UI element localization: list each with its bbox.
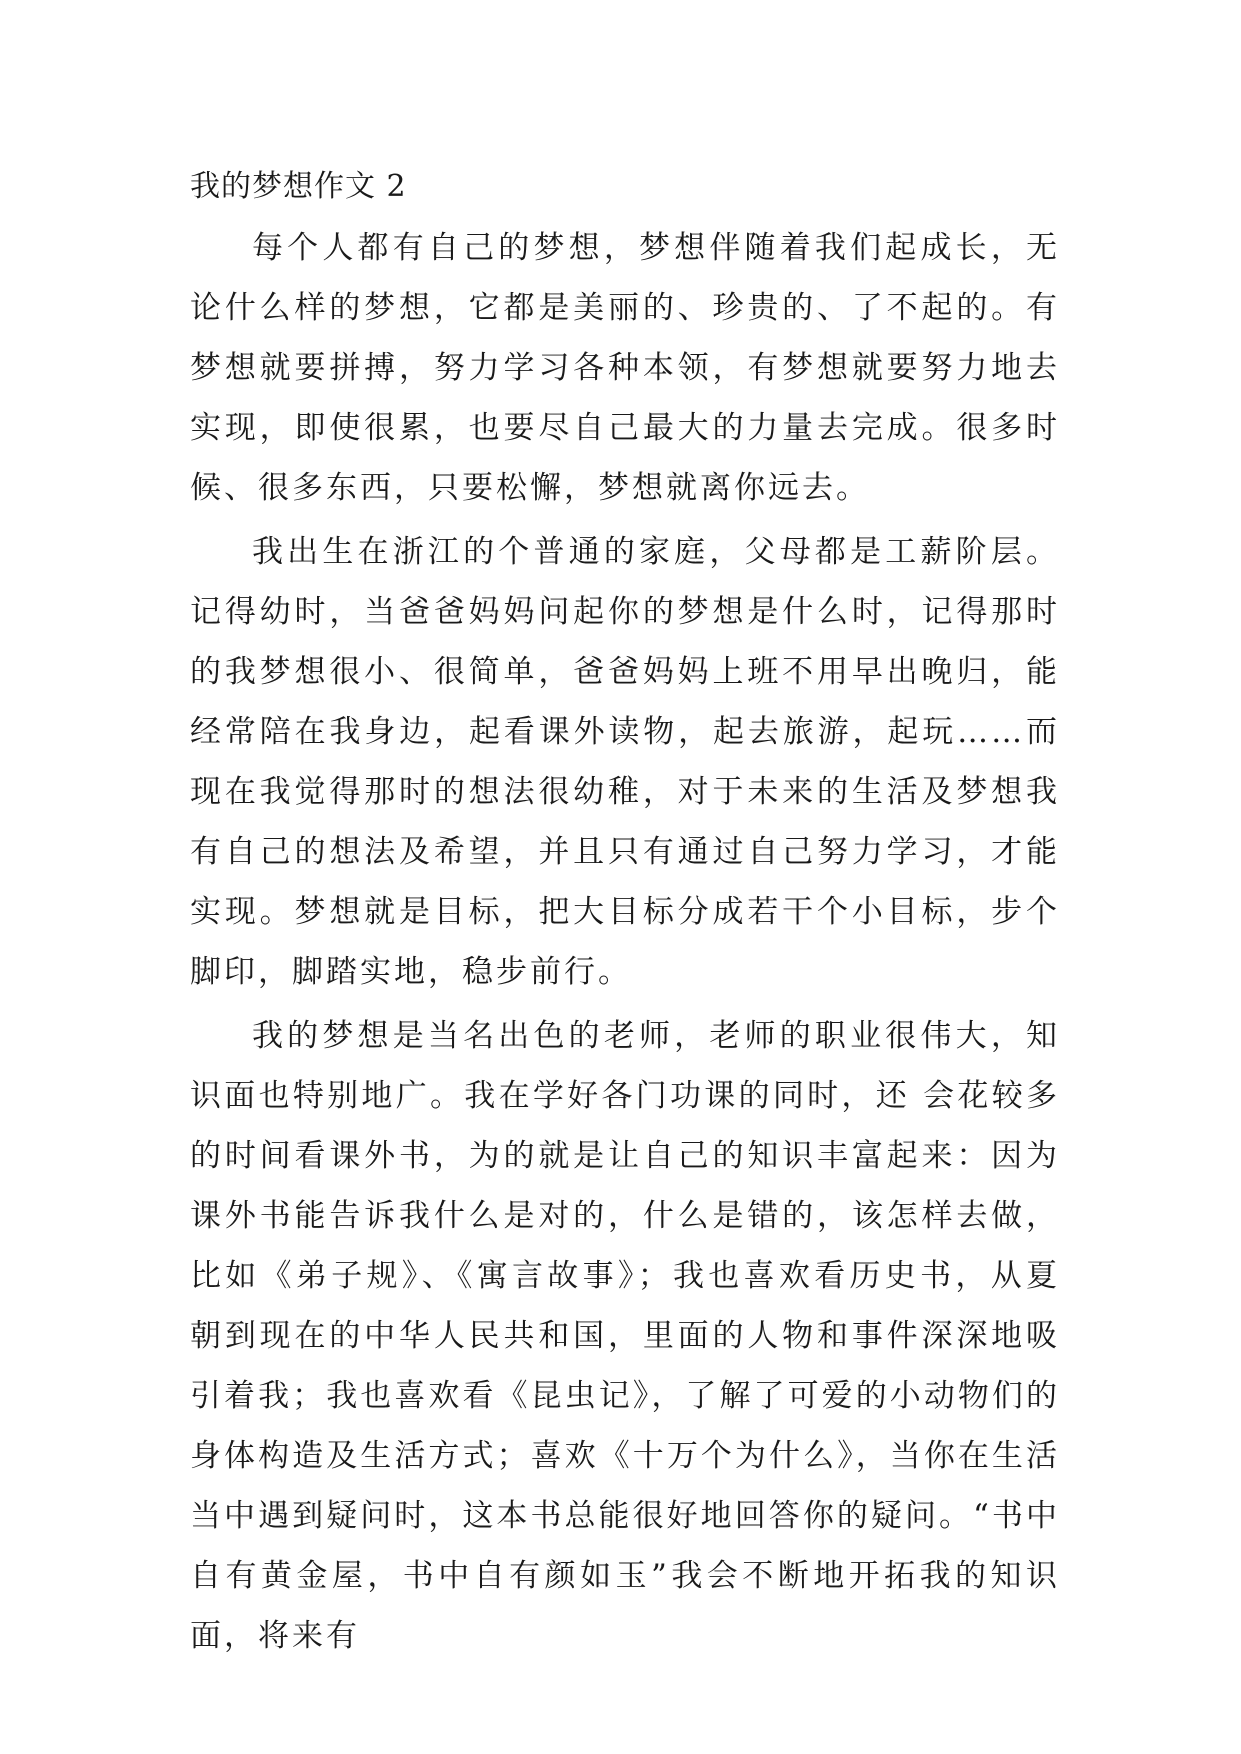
paragraph-3: 我的梦想是当名出色的老师，老师的职业很伟大，知识面也特别地广。我在学好各门功课的同时，还 会花较多的时间看课外书，为的就是让自己的知识丰富起来：因为课外书能告诉我什么是对的，什么是错的，该怎样去做，比如《弟子规》、《寓言故事》；我也喜欢看历史书，从夏朝到现在的中华人民共和国，里面的人物和事件深深地吸引着我；我也喜欢看《昆虫记》，了解了可爱的小动物们的身体构造及生活方式；喜欢《十万个为什么》，当你在生活当中遇到疑问时，这本书总能很好地回答你的疑问。“书中自有黄金屋，书中自有颜如玉”我会不断地开拓我的知识面，将来有 bbox=[190, 1018, 1060, 1654]
document-page bbox=[190, 160, 1060, 1670]
paragraph-1: 每个人都有自己的梦想，梦想伴随着我们起成长，无论什么样的梦想，它都是美丽的、珍贵的、了不起的。有梦想就要拼搏，努力学习各种本领，有梦想就要努力地去实现，即使很累，也要尽自己最大的力量去完成。很多时候、很多东西，只要松懈，梦想就离你远去。 bbox=[190, 230, 1060, 506]
paragraph-2: 我出生在浙江的个普通的家庭，父母都是工薪阶层。记得幼时，当爸爸妈妈问起你的梦想是什么时，记得那时的我梦想很小、很简单，爸爸妈妈上班不用早出晚归，能经常陪在我身边，起看课外读物，起去旅游，起玩……而现在我觉得那时的想法很幼稚，对于未来的生活及梦想我有自己的想法及希望，并且只有通过自己努力学习，才能实现。梦想就是目标，把大目标分成若干个小目标，步个脚印，脚踏实地，稳步前行。 bbox=[190, 534, 1060, 990]
document-title: 我的梦想作文 2 bbox=[190, 169, 407, 204]
